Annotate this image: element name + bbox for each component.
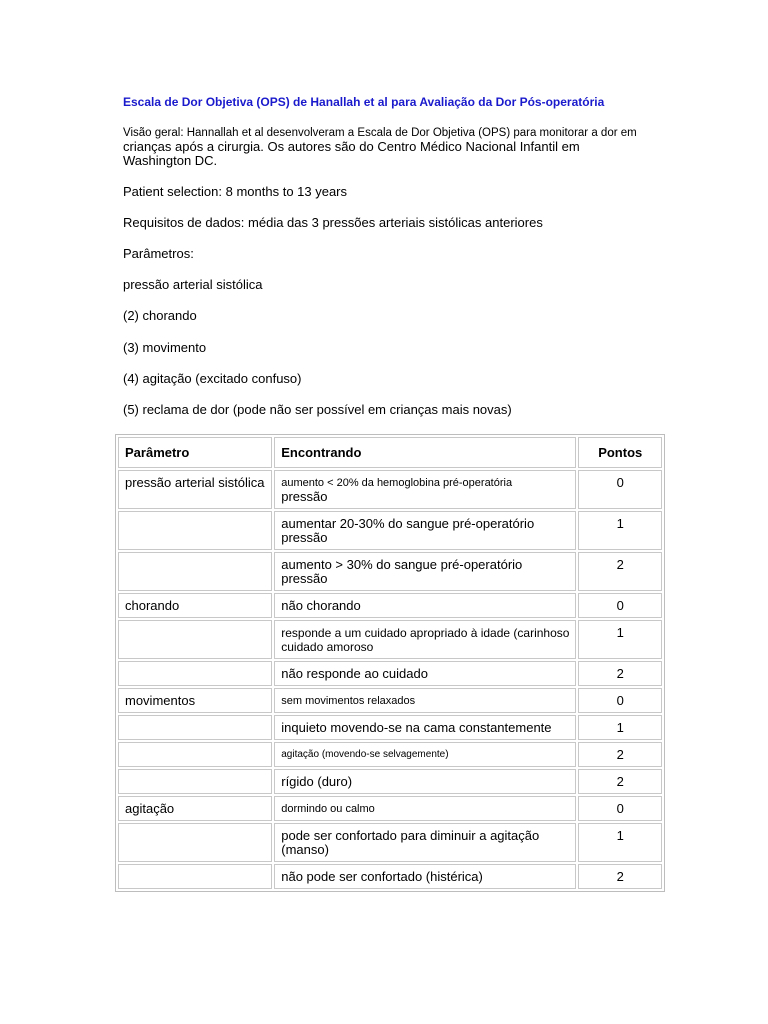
parameters-heading: Parâmetros: xyxy=(123,246,194,261)
row-points: 2 xyxy=(578,769,662,794)
ops-score-table xyxy=(115,434,665,892)
row-parameter xyxy=(118,864,272,889)
finding-line-1: responde a um cuidado apropriado à idade (carinhoso xyxy=(281,626,570,640)
row-points: 2 xyxy=(578,552,662,591)
row-finding xyxy=(274,552,576,591)
finding-line-2: pressão xyxy=(281,571,328,586)
finding-line-2: pressão xyxy=(281,489,328,504)
row-finding: dormindo ou calmo xyxy=(274,796,576,821)
row-finding: não responde ao cuidado xyxy=(274,661,576,686)
parameter-item-1: pressão arterial sistólica xyxy=(123,277,263,292)
table-header-row xyxy=(118,437,662,468)
finding-line-1: pode ser confortado para diminuir a agitação xyxy=(281,828,540,843)
row-finding: inquieto movendo-se na cama constantemente xyxy=(274,715,576,740)
table-row xyxy=(118,742,662,767)
row-parameter xyxy=(118,715,272,740)
finding-line-2: cuidado amoroso xyxy=(281,640,374,654)
row-parameter: movimentos xyxy=(118,688,272,713)
row-finding: não chorando xyxy=(274,593,576,618)
row-finding xyxy=(274,823,576,862)
table-row xyxy=(118,511,662,550)
row-parameter: pressão arterial sistólica xyxy=(118,470,272,509)
finding-line-2: pressão xyxy=(281,530,328,545)
table-row xyxy=(118,823,662,862)
table-row xyxy=(118,769,662,794)
row-finding xyxy=(274,511,576,550)
row-parameter xyxy=(118,742,272,767)
finding-line-1: aumentar 20-30% do sangue pré-operatório xyxy=(281,516,535,531)
parameter-item-2: (2) chorando xyxy=(123,308,197,323)
row-parameter xyxy=(118,620,272,659)
document-title: Escala de Dor Objetiva (OPS) de Hanallah et al para Avaliação da Dor Pós-operatória xyxy=(123,95,605,109)
row-points: 1 xyxy=(578,823,662,862)
table-row xyxy=(118,688,662,713)
patient-selection: Patient selection: 8 months to 13 years xyxy=(123,184,348,199)
row-points: 0 xyxy=(578,688,662,713)
row-finding: rígido (duro) xyxy=(274,769,576,794)
row-points: 1 xyxy=(578,715,662,740)
table-row xyxy=(118,715,662,740)
row-finding xyxy=(274,470,576,509)
parameter-item-5: (5) reclama de dor (pode não ser possível em crianças mais novas) xyxy=(123,402,512,417)
overview-paragraph xyxy=(123,126,637,168)
row-points: 1 xyxy=(578,620,662,659)
parameter-item-4: (4) agitação (excitado confuso) xyxy=(123,371,302,386)
row-finding: agitação (movendo-se selvagemente) xyxy=(274,742,576,767)
finding-line-2: (manso) xyxy=(281,842,329,857)
row-parameter xyxy=(118,823,272,862)
row-parameter xyxy=(118,769,272,794)
header-finding: Encontrando xyxy=(274,437,576,468)
table-row xyxy=(118,864,662,889)
table-row xyxy=(118,661,662,686)
row-points: 0 xyxy=(578,470,662,509)
row-parameter xyxy=(118,552,272,591)
row-points: 0 xyxy=(578,593,662,618)
data-requirements: Requisitos de dados: média das 3 pressões arteriais sistólicas anteriores xyxy=(123,215,543,230)
row-finding: não pode ser confortado (histérica) xyxy=(274,864,576,889)
row-finding: sem movimentos relaxados xyxy=(274,688,576,713)
row-points: 2 xyxy=(578,661,662,686)
table-row xyxy=(118,796,662,821)
table-row xyxy=(118,620,662,659)
table-row xyxy=(118,470,662,509)
table-row xyxy=(118,593,662,618)
finding-line-1: aumento > 30% do sangue pré-operatório xyxy=(281,557,523,572)
row-parameter: agitação xyxy=(118,796,272,821)
row-points: 0 xyxy=(578,796,662,821)
row-parameter: chorando xyxy=(118,593,272,618)
row-points: 2 xyxy=(578,742,662,767)
table-row xyxy=(118,552,662,591)
row-points: 2 xyxy=(578,864,662,889)
row-finding xyxy=(274,620,576,659)
parameter-item-3: (3) movimento xyxy=(123,340,207,355)
overview-line-3: Washington DC. xyxy=(123,153,218,168)
row-parameter xyxy=(118,661,272,686)
overview-line-1: Visão geral: Hannallah et al desenvolveram a Escala de Dor Objetiva (OPS) para monitorar a dor em xyxy=(123,127,637,139)
row-parameter xyxy=(118,511,272,550)
row-points: 1 xyxy=(578,511,662,550)
overview-line-2: crianças após a cirurgia. Os autores são do Centro Médico Nacional Infantil em xyxy=(123,139,580,154)
header-points: Pontos xyxy=(578,437,662,468)
finding-line-1: aumento < 20% da hemoglobina pré-operatória xyxy=(281,477,513,489)
header-parameter: Parâmetro xyxy=(118,437,272,468)
